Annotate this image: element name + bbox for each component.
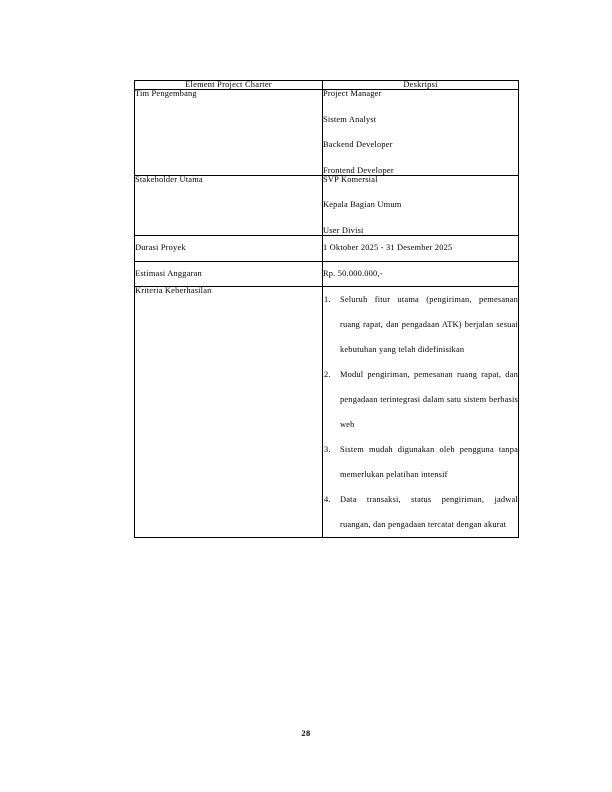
- list-item: 1 Oktober 2025 - 31 Desember 2025: [323, 243, 453, 253]
- list-item-text: Data transaksi, status pengiriman, jadwal ruangan, dan pengadaan tercatat dengan akurat: [340, 495, 518, 530]
- row-label-tim-pengembang: Tim Pengembang: [135, 90, 323, 176]
- list-item: SVP Komersial: [323, 175, 378, 185]
- table-row: [135, 236, 519, 261]
- row-value-estimasi-anggaran: [323, 261, 519, 286]
- list-item: Frontend Developer: [323, 165, 394, 175]
- table-row: [135, 176, 519, 236]
- criteria-list: [323, 287, 518, 537]
- list-item-text: Seluruh fitur utama (pengiriman, pemesanan ruang rapat, dan pengadaan ATK) berjalan sesuai kebutuhan yang telah didefinisikan: [340, 295, 518, 355]
- row-label-estimasi-anggaran: Estimasi Anggaran: [135, 261, 323, 286]
- project-charter-table: [134, 80, 519, 538]
- row-value-stakeholder-utama: [323, 176, 519, 236]
- list-item: [323, 487, 518, 537]
- row-label-kriteria-keberhasilan: Kriteria Keberhasilan: [135, 287, 323, 538]
- page-number: 28: [301, 729, 311, 738]
- list-item-text: Sistem mudah digunakan oleh pengguna tanpa memerlukan pelatihan intensif: [340, 445, 518, 480]
- row-value-durasi-proyek: [323, 236, 519, 261]
- row-value-kriteria-keberhasilan: [323, 287, 519, 538]
- table-row: [135, 287, 519, 538]
- row-label-stakeholder-utama: Stakeholder Utama: [135, 176, 323, 236]
- table-body: [135, 90, 519, 538]
- table-row: [135, 90, 519, 176]
- list-item: [323, 437, 518, 487]
- table-row: [135, 261, 519, 286]
- list-item: [323, 287, 518, 362]
- column-header-deskripsi: Deskripsi: [323, 81, 519, 90]
- list-item: Project Manager: [323, 89, 382, 99]
- list-item: User Divisi: [323, 225, 364, 235]
- list-item: [323, 362, 518, 437]
- list-item: Rp. 50.000.000,-: [323, 268, 383, 278]
- list-item: Kepala Bagian Umum: [323, 200, 402, 210]
- list-item: Sistem Analyst: [323, 114, 377, 124]
- list-item: Backend Developer: [323, 140, 393, 150]
- project-charter-table-container: [134, 80, 518, 538]
- column-header-element: Element Project Charter: [135, 81, 323, 90]
- row-label-durasi-proyek: Durasi Proyek: [135, 236, 323, 261]
- row-value-tim-pengembang: [323, 90, 519, 176]
- list-item-text: Modul pengiriman, pemesanan ruang rapat, dan pengadaan terintegrasi dalam satu sistem berbasis web: [340, 370, 518, 430]
